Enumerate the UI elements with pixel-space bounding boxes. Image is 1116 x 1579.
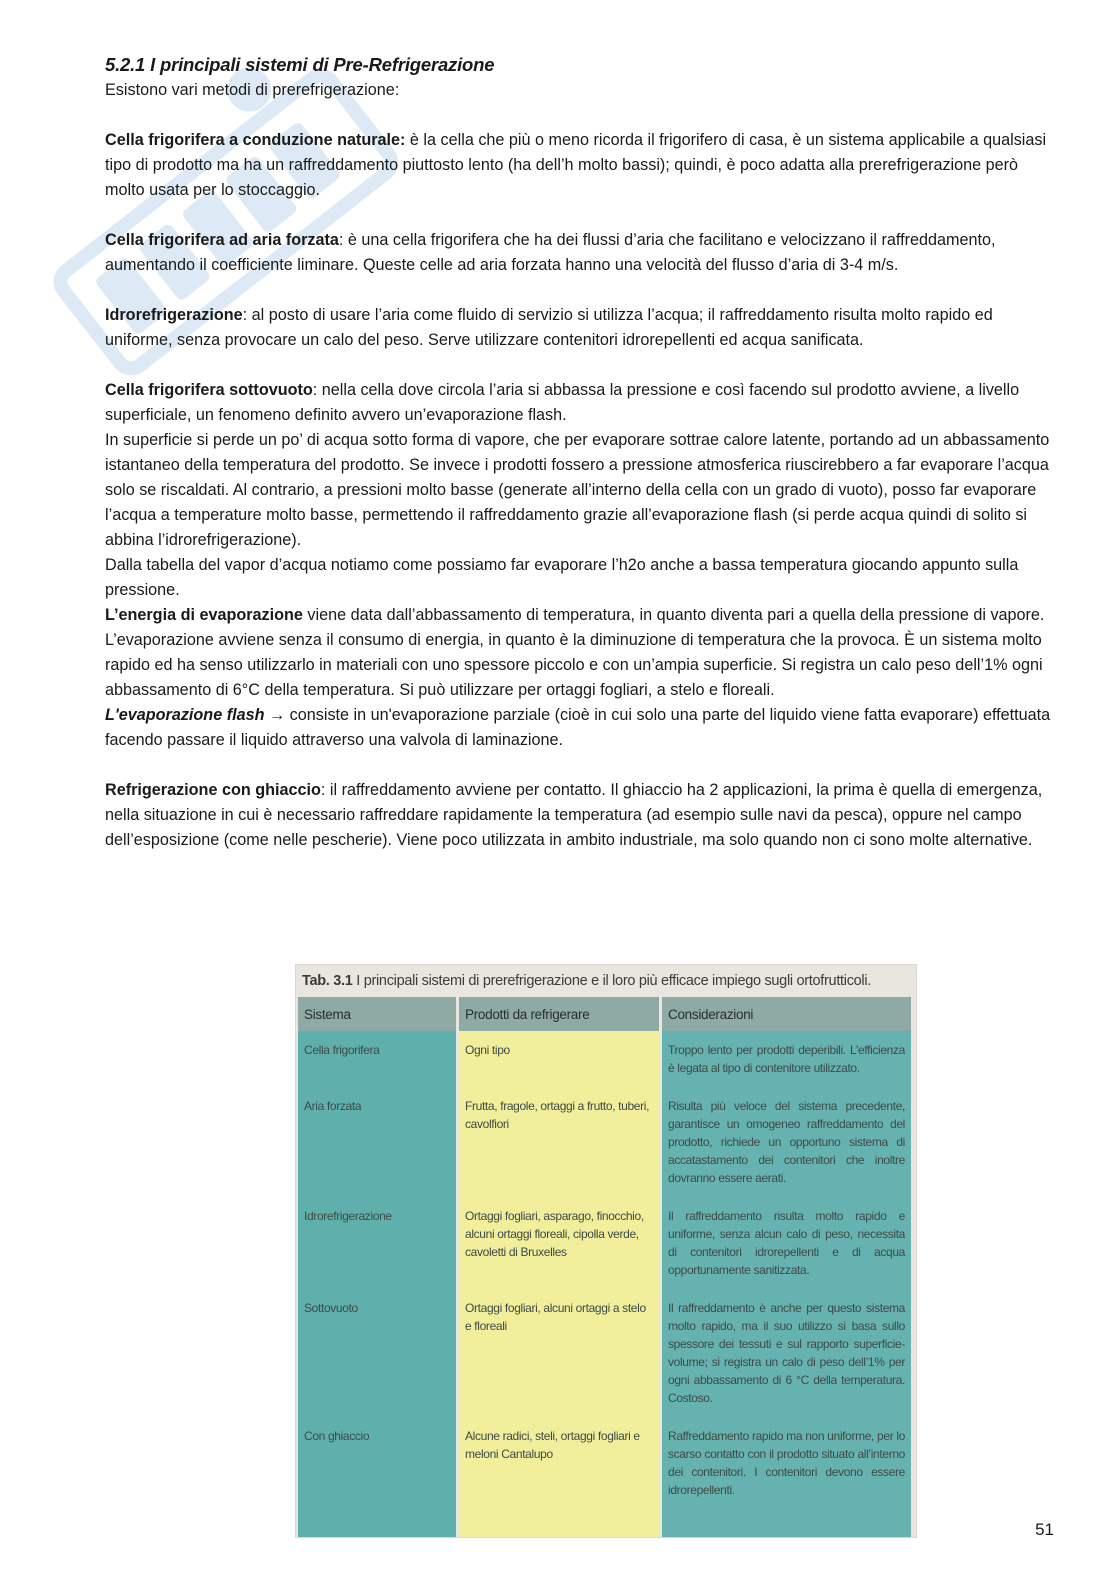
table-header-prodotti: Prodotti da refrigerare [458, 997, 661, 1031]
table-caption-text: I principali sistemi di prerefrigerazione e il loro più efficace impiego sugli ortofrutticoli. [356, 973, 871, 989]
table-cell-considerazioni: Il raffreddamento risulta molto rapido e uniforme, senza alcun calo di peso, necessita di contenitori idrorepellenti e di acqua opportunamente sanitizzata. [661, 1197, 913, 1289]
section-title: 5.2.1 I principali sistemi di Pre-Refrigerazione [105, 54, 495, 75]
table-header-sistema: Sistema [298, 997, 458, 1031]
term-evaporazione-flash: L'evaporazione flash [105, 706, 265, 724]
term-ghiaccio: Refrigerazione con ghiaccio [105, 781, 321, 799]
paragraph-evaporazione-flash: L'evaporazione flash → consiste in un'evaporazione parziale (cioè in cui solo una parte del liquido viene fatta evaporare) effettuata facendo passare il liquido attraverso una valvola di laminazione. [105, 706, 1051, 749]
table-cell-sistema: Con ghiaccio [298, 1417, 458, 1537]
table-row [298, 1031, 913, 1087]
table-cell-sistema: Cella frigorifera [298, 1031, 458, 1087]
paragraph-tabella-vapore: Dalla tabella del vapor d’acqua notiamo come possiamo far evaporare l’h2o anche a bassa temperatura giocando appunto sulla pressione. [105, 556, 1019, 599]
term-aria-forzata: Cella frigorifera ad aria forzata [105, 231, 339, 249]
table-cell-prodotti: Ortaggi fogliari, asparago, finocchio, alcuni ortaggi floreali, cipolla verde, cavoletti di Bruxelles [458, 1197, 661, 1289]
section-intro: Esistono vari metodi di prerefrigerazione: [105, 81, 400, 99]
table-caption [302, 973, 910, 989]
table-header-considerazioni: Considerazioni [661, 997, 913, 1031]
table-cell-sistema: Sottovuoto [298, 1289, 458, 1417]
paragraph-cella-naturale: Cella frigorifera a conduzione naturale: è la cella che più o meno ricorda il frigorifero di casa, è un sistema applicabile a qualsiasi tipo di prodotto ma ha un raffreddamento piuttosto lento (ha dell’h molto bassi); quindi, è poco adatta alla prerefrigerazione però molto usata per lo stoccaggio. [105, 131, 1047, 199]
table-cell-sistema: Idrorefrigerazione [298, 1197, 458, 1289]
table-figure [296, 965, 916, 1537]
table-cell-prodotti: Ogni tipo [458, 1031, 661, 1087]
table-number: Tab. 3.1 [302, 973, 353, 989]
table-cell-prodotti: Frutta, fragole, ortaggi a frutto, tuberi, cavolfiori [458, 1087, 661, 1197]
document-body [105, 52, 1053, 853]
table-cell-considerazioni: Raffreddamento rapido ma non uniforme, per lo scarso contatto con il prodotto situato all’interno dei contenitori. I contenitori devono essere idrorepellenti. [661, 1417, 913, 1537]
paragraph-idrorefrigerazione: Idrorefrigerazione: al posto di usare l’aria come fluido di servizio si utilizza l’acqua; il raffreddamento risulta molto rapido ed uniforme, senza provocare un calo del peso. Serve utilizzare contenitori idrorepellenti ed acqua sanificata. [105, 306, 993, 349]
term-idrorefrigerazione: Idrorefrigerazione [105, 306, 243, 324]
arrow-icon: → [264, 706, 290, 724]
paragraph-superficie: In superficie si perde un po’ di acqua sotto forma di vapore, che per evaporare sottrae calore latente, portando ad un abbassamento istantaneo della temperatura del prodotto. Se invece i prodotti fossero a pressione atmosferica riuscirebbero a far evaporare l’acqua solo se riscaldati. Al contrario, a pressioni molto basse (generate all’interno della cella con un grado di vuoto), posso far evaporare l’acqua a temperature molto basse, permettendo il raffreddamento grazie all’evaporazione flash (si perde acqua quindi di solito si abbina l’idrorefrigerazione). [105, 431, 1050, 549]
page-number: 51 [1035, 1520, 1054, 1539]
term-sottovuoto: Cella frigorifera sottovuoto [105, 381, 313, 399]
term-cella-naturale: Cella frigorifera a conduzione naturale: [105, 131, 406, 149]
paragraph-aria-forzata: Cella frigorifera ad aria forzata: è una cella frigorifera che ha dei flussi d’aria che facilitano e velocizzano il raffreddamento, aumentando il coefficiente liminare. Queste celle ad aria forzata hanno una velocità del flusso d’aria di 3-4 m/s. [105, 231, 996, 274]
table-row [298, 1417, 913, 1537]
table-cell-prodotti: Ortaggi fogliari, alcuni ortaggi a stelo e floreali [458, 1289, 661, 1417]
paragraph-energia-evaporazione: L’energia di evaporazione viene data dall’abbassamento di temperatura, in quanto diventa pari a quella della pressione di vapore. L’evaporazione avviene senza il consumo di energia, in quanto è la diminuzione di temperatura che la provoca. È un sistema molto rapido ed ha senso utilizzarlo in materiali con uno spessore piccolo e con un’ampia superficie. Si registra un calo peso dell’1% ogni abbassamento di 6°C della temperatura. Si può utilizzare per ortaggi fogliari, a stelo e floreali. [105, 606, 1045, 699]
table-row [298, 1289, 913, 1417]
paragraph-sottovuoto: Cella frigorifera sottovuoto: nella cella dove circola l’aria si abbassa la pressione e così facendo sul prodotto avviene, a livello superficiale, un fenomeno definito avvero un’evaporazione flash. [105, 381, 1020, 424]
table-cell-considerazioni: Il raffreddamento è anche per questo sistema molto rapido, ma il suo utilizzo si basa sullo spessore dei tessuti e sul rapporto superficie-volume; si registra un calo di peso dell’1% per ogni abbassamento di 6 °C della temperatura. Costoso. [661, 1289, 913, 1417]
table-row [298, 1087, 913, 1197]
table-cell-considerazioni: Troppo lento per prodotti deperibili. L’efficienza è legata al tipo di contenitore utilizzato. [661, 1031, 913, 1087]
table-cell-prodotti: Alcune radici, steli, ortaggi fogliari e meloni Cantalupo [458, 1417, 661, 1537]
table-row [298, 1197, 913, 1289]
term-energia-evaporazione: L’energia di evaporazione [105, 606, 303, 624]
table-cell-sistema: Aria forzata [298, 1087, 458, 1197]
table-cell-considerazioni: Risulta più veloce del sistema precedente, garantisce un omogeneo raffreddamento del prodotto, richiede un opportuno sistema di accatastamento dei contenitori che inoltre dovranno essere aerati. [661, 1087, 913, 1197]
prerefrigeration-table [298, 997, 914, 1537]
paragraph-ghiaccio: Refrigerazione con ghiaccio: il raffreddamento avviene per contatto. Il ghiaccio ha 2 applicazioni, la prima è quella di emergenza, nella situazione in cui è necessario raffreddare rapidamente la temperatura (ad esempio sulle navi da pesca), oppure nel campo dell’esposizione (come nelle pescherie). Viene poco utilizzata in ambito industriale, ma solo quando non ci sono molte alternative. [105, 781, 1043, 849]
table-header-row [298, 997, 913, 1031]
